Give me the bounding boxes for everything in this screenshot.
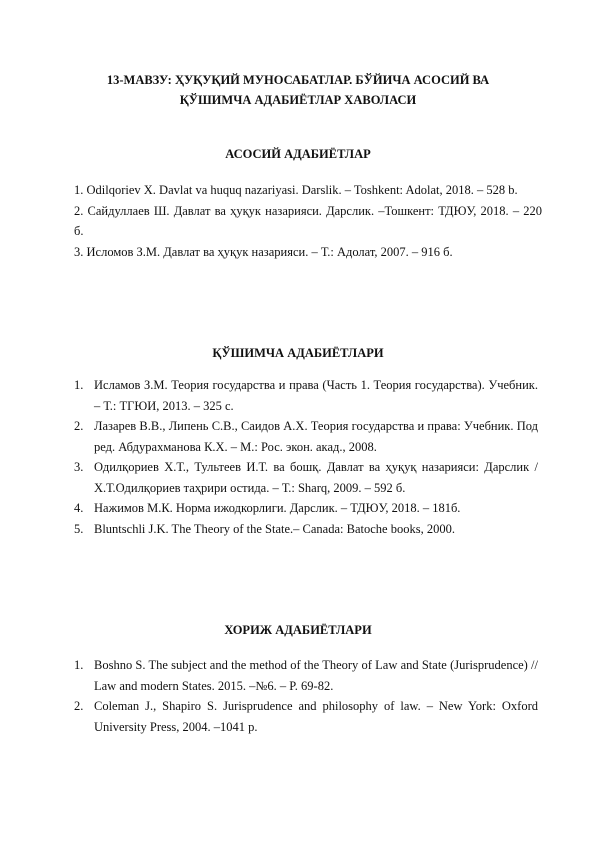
list-item-number: 2. <box>74 419 84 433</box>
list-item <box>74 696 538 737</box>
list-item-text: Coleman J., Shapiro S. Jurisprudence and philosophy of law. – New York: Oxford University Press, 2004. –1041 p. <box>94 699 538 734</box>
list-item-number: 5. <box>74 521 84 536</box>
list-item-number: 4. <box>74 501 84 515</box>
main-literature-list <box>74 180 542 262</box>
list-item <box>74 655 538 696</box>
additional-literature-list <box>74 375 538 539</box>
main-literature-item: 2. Сайдуллаев Ш. Давлат ва ҳуқук назарияси. Дарслик. –Тошкент: ТДЮУ, 2018. – 220 б. <box>74 203 542 238</box>
main-literature-heading: АСОСИЙ АДАБИЁТЛАР <box>225 147 371 161</box>
list-item-number: 2. <box>74 699 84 713</box>
list-item-text: Bluntschli J.K. The Theory of the State.– Canada: Batoche books, 2000. <box>94 521 455 536</box>
list-item <box>74 519 538 540</box>
page-title <box>60 70 536 110</box>
page-title-line-2: ҚЎШИМЧА АДАБИЁТЛАР ХАВОЛАСИ <box>179 93 417 107</box>
list-item-text: Boshno S. The subject and the method of the Theory of Law and State (Jurisprudence) // Law and modern States. 2015. –№6. – P. 69-82. <box>94 658 538 693</box>
list-item <box>74 375 538 416</box>
list-item-text: Исламов З.М. Теория государства и права (Часть 1. Теория государства). Учебник. – Т.: ТГЮИ, 2013. – 325 с. <box>94 378 538 413</box>
page-title-line-1: 13-МАВЗУ: ҲУҚУҚИЙ МУНОСАБАТЛАР. БЎЙИЧА АСОСИЙ ВА <box>106 73 490 87</box>
main-literature-item: 1. Odilqoriev X. Davlat va huquq nazariyasi. Darslik. – Toshkent: Adolat, 2018. – 528 b. <box>74 183 518 197</box>
list-item-number: 1. <box>74 378 84 392</box>
list-item <box>74 457 538 498</box>
main-literature-item: 3. Исломов З.М. Давлат ва ҳуқук назарияси. – Т.: Адолат, 2007. – 916 б. <box>74 244 453 259</box>
list-item-text: Нажимов М.К. Норма ижодкорлиги. Дарслик. – ТДЮУ, 2018. – 181б. <box>94 501 461 515</box>
list-item-number: 1. <box>74 658 84 672</box>
foreign-literature-heading: ХОРИЖ АДАБИЁТЛАРИ <box>224 623 372 637</box>
additional-literature-heading: ҚЎШИМЧА АДАБИЁТЛАРИ <box>212 346 384 360</box>
list-item-text: Лазарев В.В., Липень С.В., Саидов А.Х. Теория государства и права: Учебник. Под ред. Абдурахманова К.Х. – М.: Рос. экон. акад., 2008. <box>94 419 538 454</box>
list-item <box>74 416 538 457</box>
list-item-number: 3. <box>74 460 84 474</box>
list-item <box>74 498 538 519</box>
list-item-text: Одилқориев Х.Т., Тультеев И.Т. ва бошқ. Давлат ва ҳуқуқ назарияси: Дарслик / Х.Т.Одилқориев таҳрири остида. – Т.: Sharq, 2009. – 592 б. <box>94 460 538 495</box>
foreign-literature-list <box>74 655 538 737</box>
